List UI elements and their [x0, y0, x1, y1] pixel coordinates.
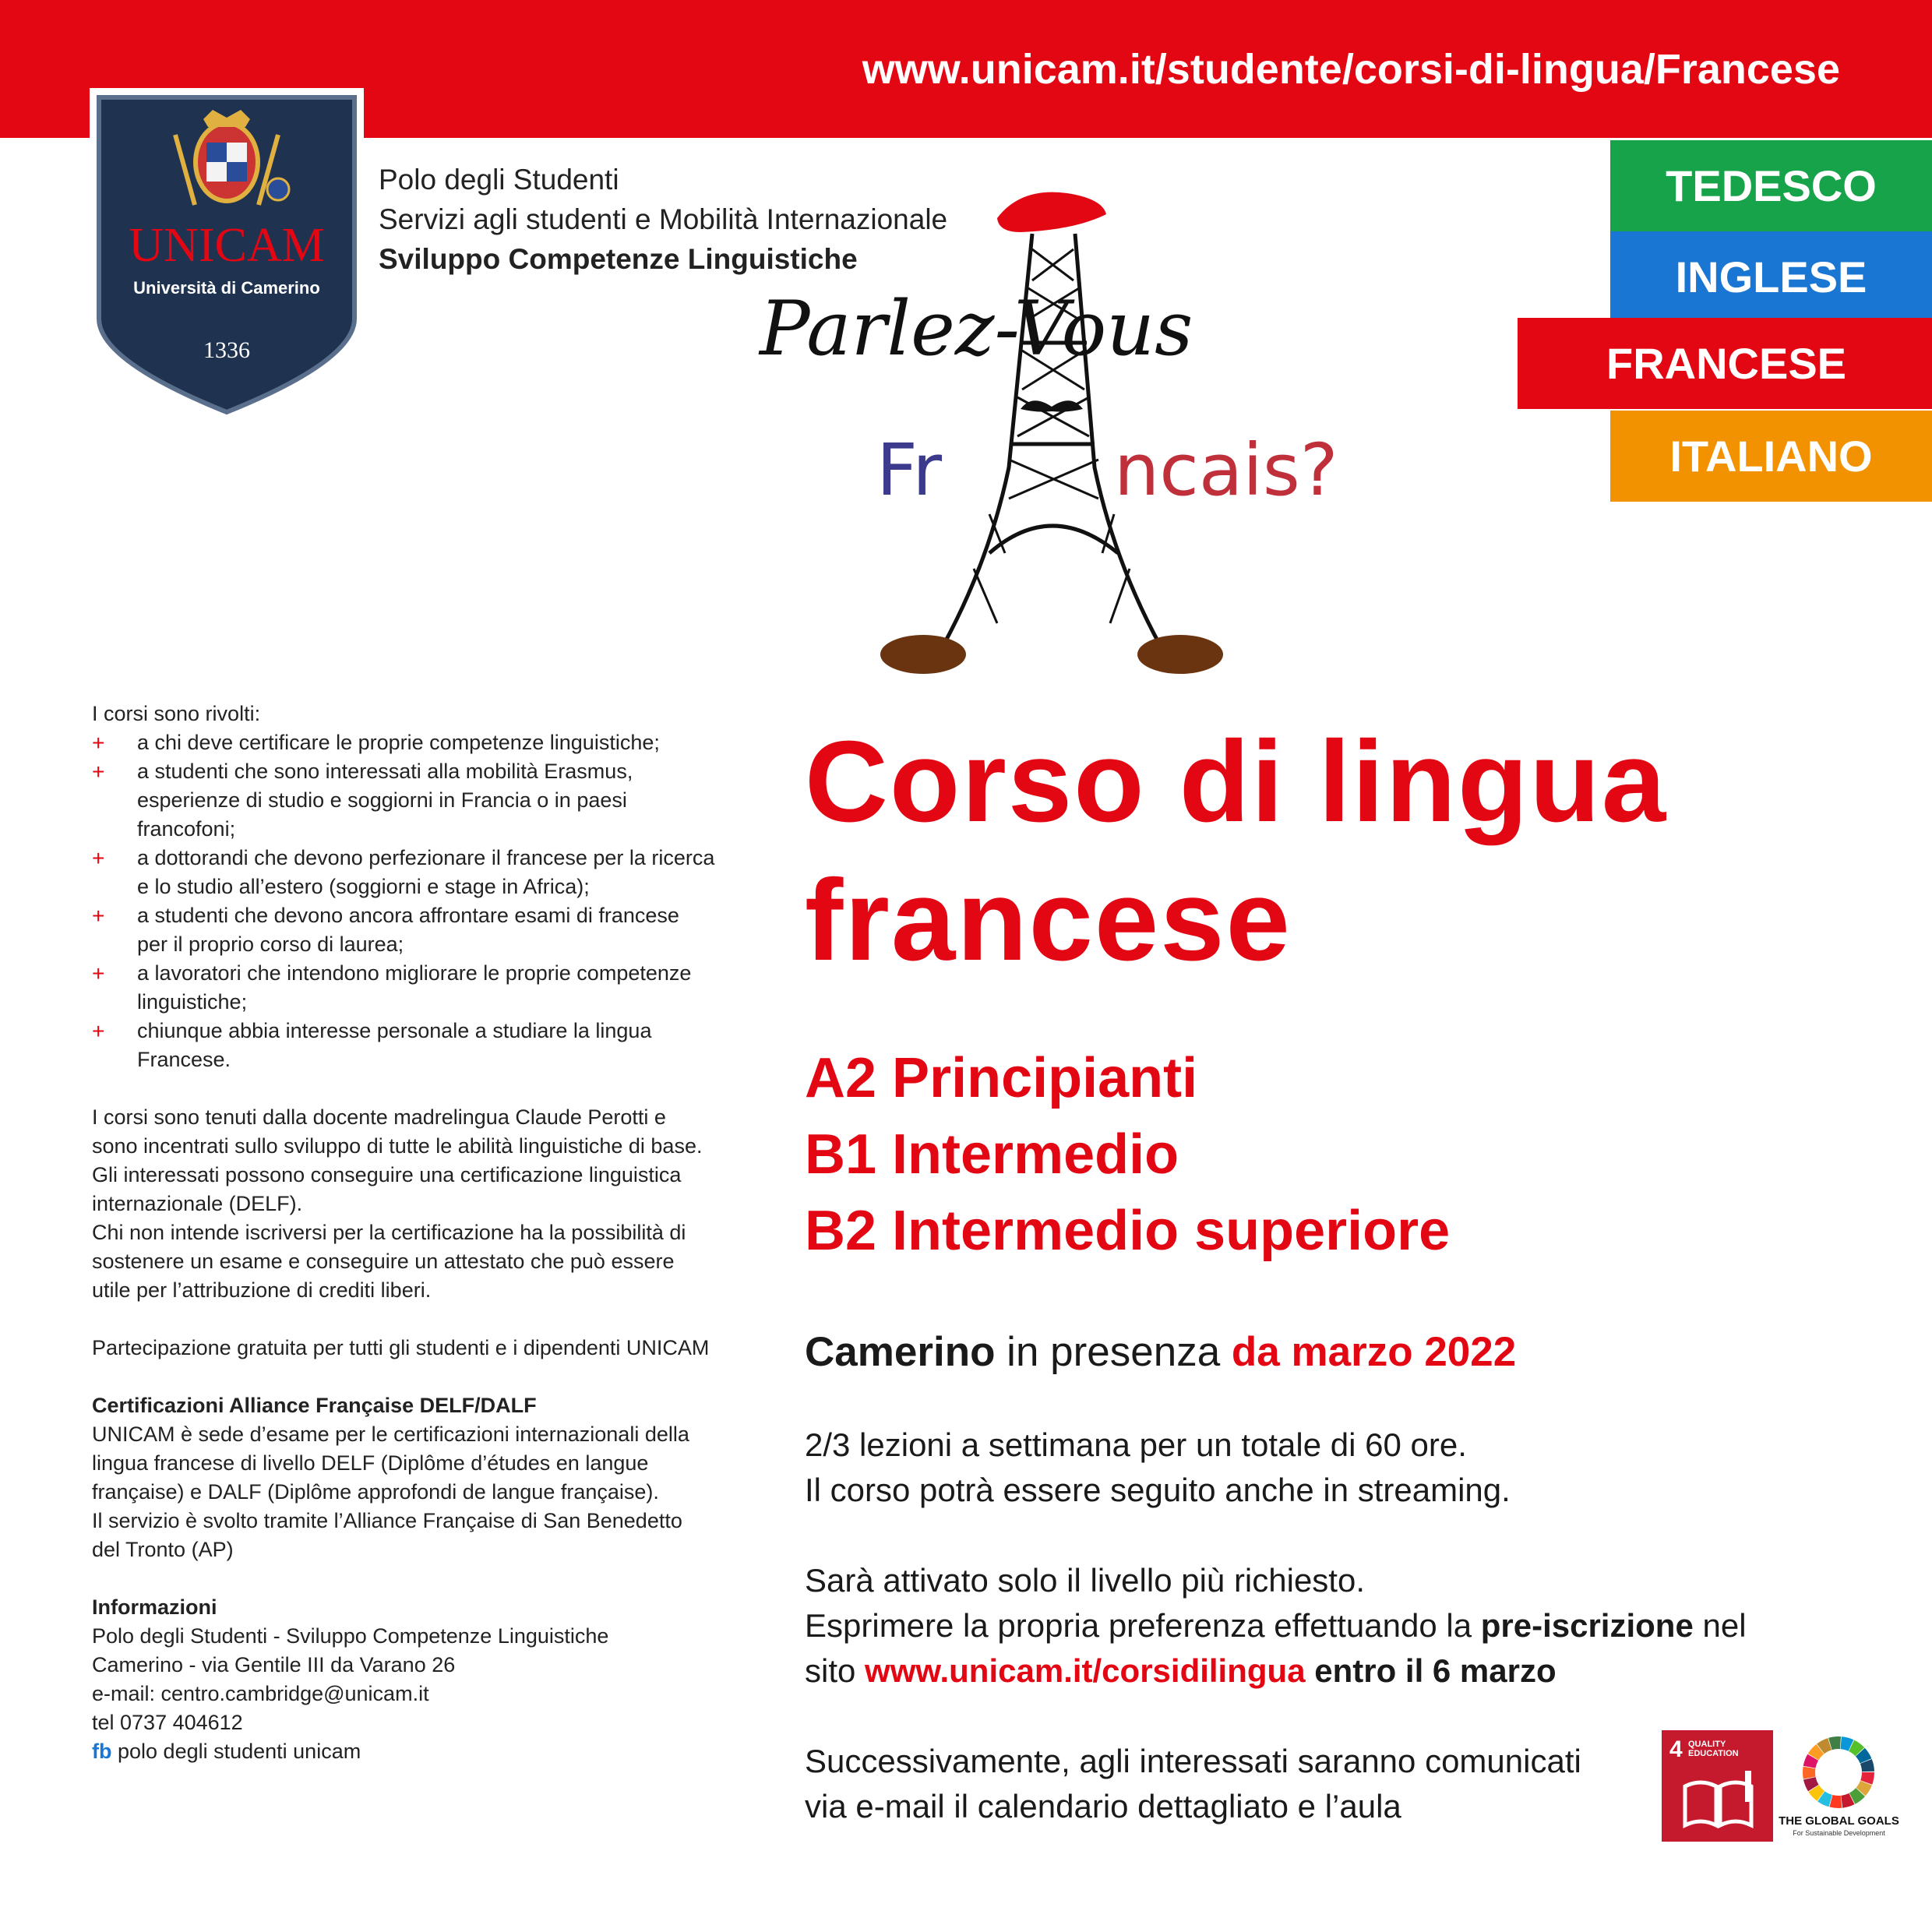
list-item: + chiunque abbia interesse personale a studiare la lingua Francese. — [92, 1017, 715, 1074]
language-tab-inglese[interactable]: INGLESE — [1610, 231, 1932, 323]
department-line-1: Polo degli Studenti — [379, 164, 619, 196]
info-line-1: Polo degli Studenti - Sviluppo Competenze Linguistiche — [92, 1624, 609, 1648]
level-b2: B2 Intermedio superiore — [805, 1200, 1451, 1262]
activation-line: Sarà attivato solo il livello più richiesto. — [805, 1562, 1366, 1599]
lessons-info — [805, 1423, 1511, 1513]
logo-name: UNICAM — [129, 219, 325, 272]
registration-link[interactable]: www.unicam.it/corsidilingua — [865, 1652, 1306, 1689]
certification-paragraph: Gli interessati possono conseguire una certificazione linguistica internazionale (DELF). — [92, 1163, 682, 1215]
language-tab-francese[interactable]: FRANCESE — [1518, 318, 1932, 409]
course-title-line-2: francese — [805, 856, 1292, 985]
course-title — [805, 713, 1667, 990]
plus-icon: + — [92, 846, 105, 870]
info-line-2: Camerino - via Gentile III da Varano 26 — [92, 1653, 456, 1676]
mustache-icon — [1021, 400, 1083, 411]
info-email[interactable]: e-mail: centro.cambridge@unicam.it — [92, 1682, 429, 1705]
followup-info — [805, 1739, 1581, 1829]
artwork-title-line-2a: Fr — [876, 428, 943, 512]
cert-title: Certificazioni Alliance Française DELF/DALF — [92, 1394, 537, 1417]
language-tab-italiano[interactable]: ITALIANO — [1610, 411, 1932, 502]
list-item: + a lavoratori che intendono migliorare le proprie competenze linguistiche; — [92, 959, 715, 1017]
cert-text-2: Il servizio è svolto tramite l’Alliance Française di San Benedetto del Tronto (AP) — [92, 1509, 682, 1561]
department-line-2: Servizi agli studenti e Mobilità Internazionale — [379, 203, 948, 235]
info-facebook[interactable]: fb polo degli studenti unicam — [92, 1740, 361, 1763]
global-goals-label: THE GLOBAL GOALS — [1779, 1814, 1899, 1828]
teacher-paragraph: I corsi sono tenuti dalla docente madrelingua Claude Perotti e sono incentrati sullo sviluppo di tutte le abilità linguistiche di base. — [92, 1105, 703, 1158]
sdg-label: QUALITY EDUCATION — [1688, 1740, 1739, 1758]
exam-paragraph: Chi non intende iscriversi per la certificazione ha la possibilità di sostenere un esame e conseguire un attestato che può essere utile per l’attribuzione di crediti liberi. — [92, 1221, 686, 1302]
cert-text: UNICAM è sede d’esame per le certificazioni internazionali della lingua francese di livello DELF (Diplôme d’études en langue française) e DALF (Diplôme approfondi de langue française). — [92, 1423, 689, 1504]
plus-icon: + — [92, 760, 105, 784]
info-title: Informazioni — [92, 1595, 217, 1619]
registration-info — [805, 1558, 1747, 1694]
info-phone[interactable]: tel 0737 404612 — [92, 1711, 243, 1734]
followup-line-2: via e-mail il calendario dettagliato e l’aula — [805, 1788, 1401, 1824]
sdg-wheel-icon — [1800, 1733, 1877, 1811]
global-goals-logo — [1779, 1730, 1899, 1847]
beret-icon — [997, 192, 1106, 232]
unicam-shield-logo — [90, 88, 364, 423]
site-line: sito www.unicam.it/corsidilingua entro il 6 marzo — [805, 1652, 1557, 1689]
audience-list — [92, 728, 715, 1074]
plus-icon: + — [92, 731, 105, 755]
location-date: Camerino in presenza da marzo 2022 — [805, 1329, 1517, 1375]
audience-intro: I corsi sono rivolti: — [92, 702, 261, 725]
plus-icon: + — [92, 904, 105, 928]
course-url[interactable]: www.unicam.it/studente/corsi-di-lingua/Francese — [862, 46, 1840, 93]
artwork-title-line-1: Parlez-Vous — [760, 285, 1193, 372]
list-item: + a studenti che devono ancora affrontare esami di francese per il proprio corso di laurea; — [92, 901, 715, 959]
facebook-icon: fb — [92, 1740, 112, 1763]
list-item: + a dottorandi che devono perfezionare il francese per la ricerca e lo studio all’estero (soggiorni e stage in Africa); — [92, 844, 715, 901]
plus-icon: + — [92, 1019, 105, 1043]
book-pencil-icon — [1681, 1771, 1755, 1833]
sdg4-quality-education-badge — [1662, 1730, 1773, 1842]
list-item: + a chi deve certificare le proprie competenze linguistiche; — [92, 728, 715, 757]
global-goals-sub: For Sustainable Development — [1793, 1829, 1885, 1837]
department-line-3: Sviluppo Competenze Linguistiche — [379, 243, 858, 275]
logo-subtitle: Università di Camerino — [133, 278, 320, 298]
course-details-column — [92, 700, 715, 1766]
course-levels — [805, 1040, 1450, 1269]
free-participation-paragraph: Partecipazione gratuita per tutti gli studenti e i dipendenti UNICAM — [92, 1336, 710, 1359]
level-b1: B1 Intermedio — [805, 1123, 1179, 1186]
followup-line-1: Successivamente, agli interessati saranno comunicati — [805, 1743, 1581, 1779]
lessons-line-1: 2/3 lezioni a settimana per un totale di 60 ore. — [805, 1426, 1467, 1463]
sdg-number: 4 — [1669, 1736, 1683, 1762]
artwork-title-line-2b: ncais? — [1114, 428, 1338, 512]
eiffel-tower-artwork — [740, 187, 1418, 701]
preference-line: Esprimere la propria preferenza effettuando la pre-iscrizione nel — [805, 1607, 1747, 1644]
language-tab-tedesco[interactable]: TEDESCO — [1610, 140, 1932, 231]
lessons-line-2: Il corso potrà essere seguito anche in streaming. — [805, 1472, 1511, 1508]
plus-icon: + — [92, 961, 105, 985]
list-item: + a studenti che sono interessati alla mobilità Erasmus, esperienze di studio e soggiorni in Francia o in paesi francofoni; — [92, 757, 715, 844]
course-title-line-1: Corso di lingua — [805, 717, 1668, 846]
level-a2: A2 Principianti — [805, 1047, 1198, 1109]
logo-year: 1336 — [203, 337, 250, 363]
shoes-icon — [880, 635, 1223, 674]
